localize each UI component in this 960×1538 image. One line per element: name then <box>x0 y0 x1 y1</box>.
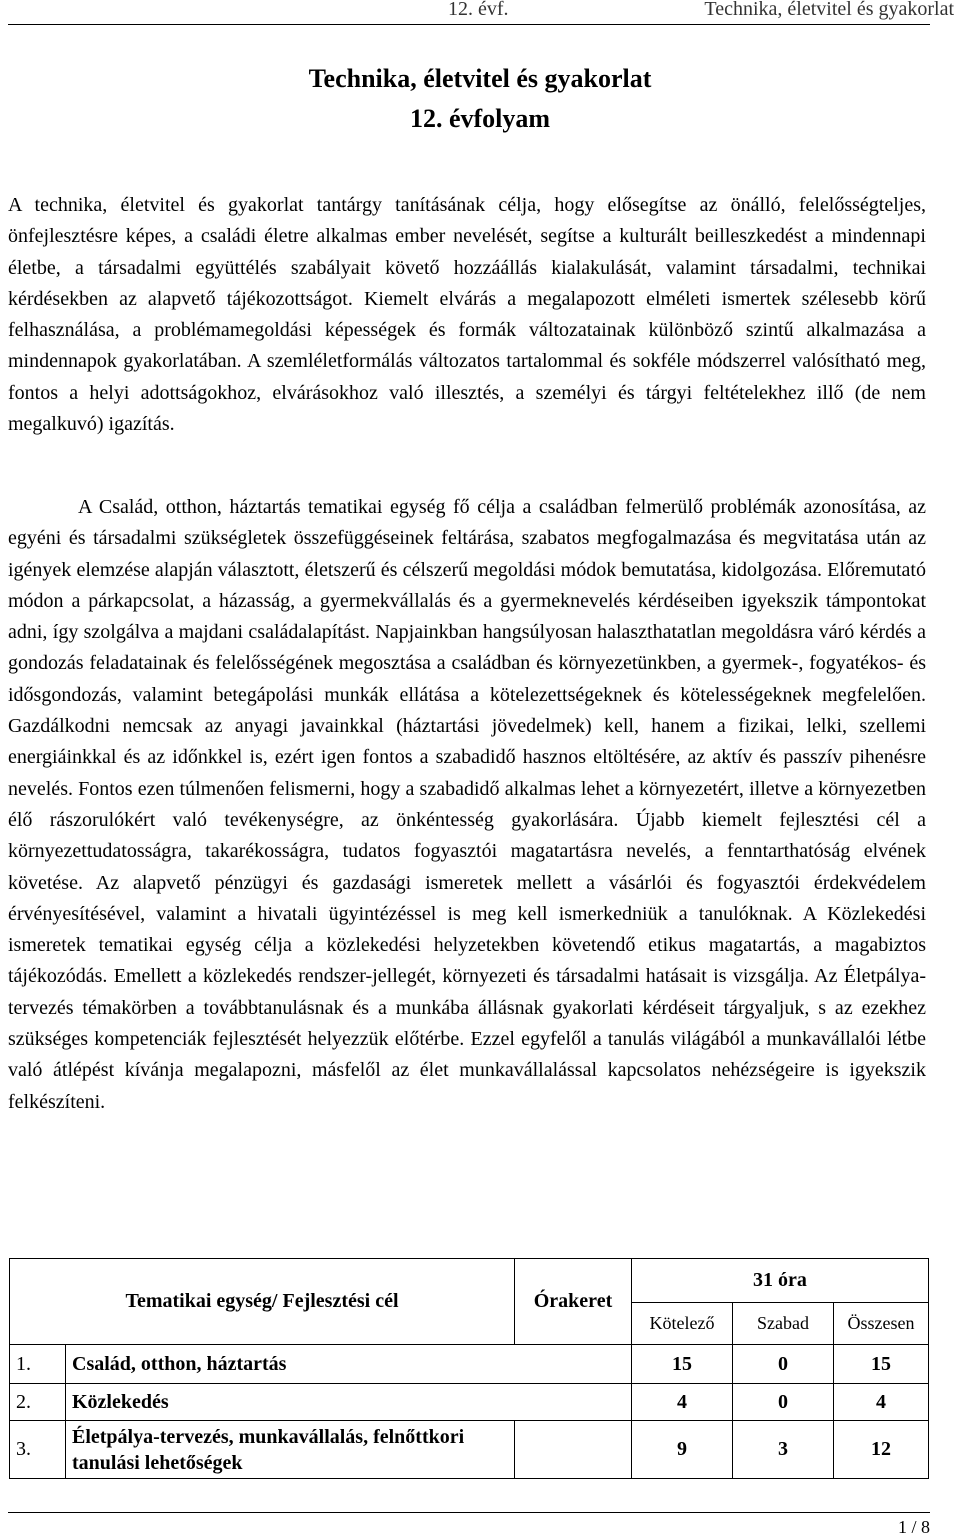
row-mandatory: 9 <box>632 1421 733 1479</box>
mandatory-header-cell: Kötelező <box>632 1303 733 1345</box>
row-number: 1. <box>10 1345 66 1384</box>
row-free: 3 <box>733 1421 834 1479</box>
row-free: 0 <box>733 1384 834 1421</box>
row-frame-empty <box>515 1421 632 1479</box>
frame-header-cell: Órakeret <box>515 1259 632 1345</box>
row-mandatory: 4 <box>632 1384 733 1421</box>
unit-header-cell: Tematikai egység/ Fejlesztési cél <box>10 1259 515 1345</box>
document-subtitle: 12. évfolyam <box>409 104 551 133</box>
sum-header-cell: Összesen <box>834 1303 929 1345</box>
page-footer <box>8 1512 930 1537</box>
page-header <box>8 0 954 25</box>
row-free: 0 <box>733 1345 834 1384</box>
row-number: 2. <box>10 1384 66 1421</box>
row-sum: 15 <box>834 1345 929 1384</box>
document-title: Technika, életvitel és gyakorlat <box>308 64 652 93</box>
header-subject: Technika, életvitel és gyakorlat <box>704 0 954 20</box>
page-number: 1 / 8 <box>897 1517 930 1537</box>
table-row <box>10 1421 929 1479</box>
free-header-cell: Szabad <box>733 1303 834 1345</box>
row-sum: 4 <box>834 1384 929 1421</box>
row-unit-name: Életpálya-tervezés, munkavállalás, felnőttkori tanulási lehetőségek <box>66 1421 515 1479</box>
table-header-row <box>10 1259 929 1303</box>
thematic-units-table <box>9 1258 929 1479</box>
row-unit-name: Család, otthon, háztartás <box>66 1345 632 1384</box>
units-paragraph: A Család, otthon, háztartás tematikai egység fő célja a családban felmerülő problémák azonosítása, az egyéni és társadalmi szükségletek összefüggéseinek feltárása, szabatos megfogalmazása és megvitatása után az igények elemzése alapján választott, életszerű és célszerű megoldási módok bemutatása, kidolgozása. Előremutató módon a párkapcsolat, a házasság, a gyermekvállalás és a gyermeknevelés kérdéseiben igyekszik támpontokat adni, így szolgálva a majdani családalapítást. Napjainkban hangsúlyosan halaszthatatlan megoldásra váró kérdés a gondozás feladatainak és felelősségének megosztása a családban és környezetünkben, a gyermek-, fogyatékos- és idősgondozás, valamint betegápolási munkák ellátása a kötelezettségeknek és kötelességeknek megfelelően. Gazdálkodni nemcsak az anyagi javainkkal (háztartási jövedelmek) kell, hanem a fizikai, lelki, szellemi energiáinkkal és az időnkkel is, ezért igen fontos a szabadidő hasznos eltöltésére, az aktív és passzív pihenésre nevelés. Fontos ezen túlmenően felismerni, hogy a szabadidő alkalmas lehet a környezetért, illetve a környezetben élő rászorulókért való tevékenységre, az önkéntesség gyakorlására. Újabb kiemelt fejlesztési cél a környezettudatosságra, takarékosságra, tudatos fogyasztói magatartásra nevelés, a fenntarthatóság elvének követése. Az alapvető pénzügyi és gazdasági ismeretek mellett a vásárlói és fogyasztói érdekvédelem érvényesítésével, valamint a hivatali ügyintézéssel is meg kell ismerkedniük a tanulóknak. A Közlekedési ismeretek tematikai egység célja a közlekedési helyzetekben követendő etikus magatartás, a magabiztos tájékozódás. Emellett a közlekedés rendszer-jellegét, környezeti és társadalmi hatásait is vizsgálja. Az Életpálya-tervezés témakörben a továbbtanulásnak és a munkába állásnak gyakorlati kérdéseit tárgyaljuk, s az ezekhez szükséges kompetenciák fejlesztését helyezzük előtérbe. Ezzel egyfelől a tanulás világából a munkavállalói létbe való átlépést kívánja megalapozni, másfelől az élet munkavállalással kapcsolatos nehézségeire is igyekszik felkészíteni. <box>8 496 926 1113</box>
row-number: 3. <box>10 1421 66 1479</box>
total-hours-cell: 31 óra <box>632 1259 929 1303</box>
header-grade: 12. évf. <box>448 0 509 20</box>
row-sum: 12 <box>834 1421 929 1479</box>
table-row <box>10 1345 929 1384</box>
row-mandatory: 15 <box>632 1345 733 1384</box>
row-unit-name: Közlekedés <box>66 1384 632 1421</box>
table-row <box>10 1384 929 1421</box>
intro-paragraph: A technika, életvitel és gyakorlat tantárgy tanításának célja, hogy elősegítse az önálló, felelősségteljes, önfejlesztésre képes, a családi életre alkalmas ember nevelését, segítse a kulturált beilleszkedést a mindennapi életbe, a társadalmi együttélés szabályait követő hozzáállás kialakulását, valamint társadalmi, technikai kérdésekben az alapvető tájékozottságot. Kiemelt elvárás a megalapozott elméleti ismertek szélesebb körű felhasználása, a problémamegoldási képességek és formák változatainak különböző szintű alkalmazása a mindennapok gyakorlatában. A szemléletformálás változatos tartalommal és sokféle módszerrel valósítható meg, fontos a helyi adottságokhoz, elvárásokhoz való illesztés, a személyi és tárgyi feltételekhez illő (de nem megalkuvó) igazítás. <box>8 194 926 436</box>
